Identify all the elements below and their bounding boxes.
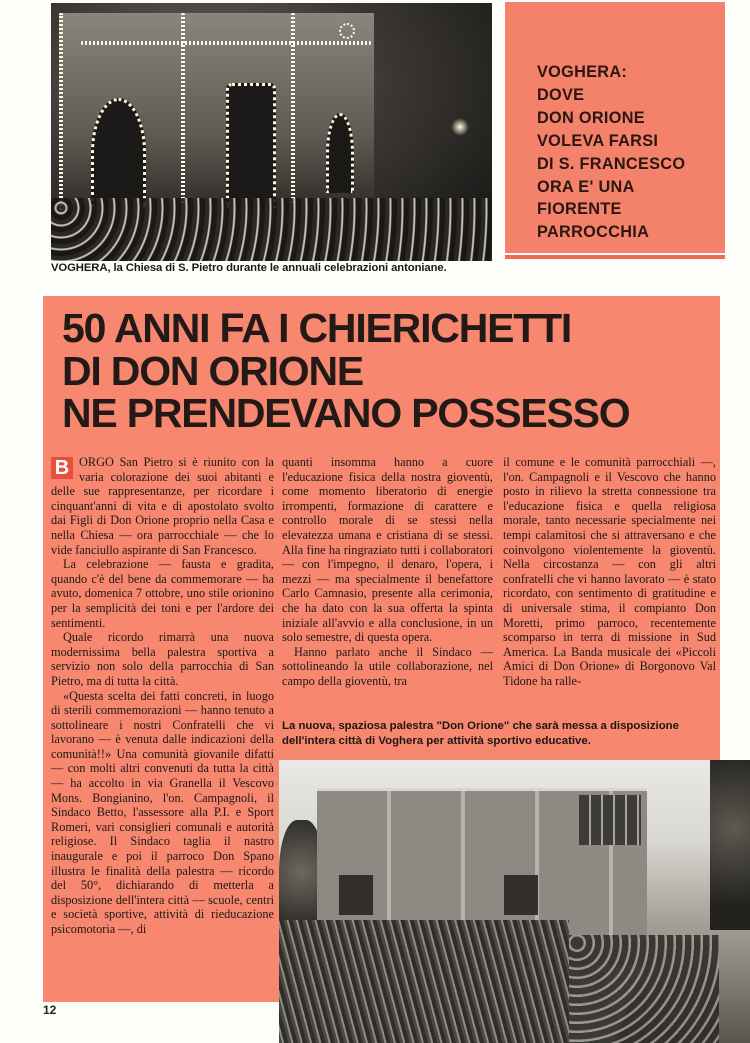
kicker-line: ORA E' UNA	[537, 177, 635, 196]
article-column-1	[51, 455, 274, 937]
kicker-rule	[505, 255, 725, 259]
paragraph: La celebrazione — fausta e gradita, quando c'è del bene da commemorare — ha avuto, domenica 7 ottobre, uno stile orionino per la semplicità dei toni e per l'ardore dei sentimenti.	[51, 557, 274, 630]
kicker-line: PARROCCHIA	[537, 223, 650, 242]
title-line: 50 ANNI FA I CHIERICHETTI	[62, 305, 572, 351]
church-door-arch	[91, 98, 146, 208]
kicker-line: DON ORIONE	[537, 108, 645, 127]
kicker-line: FIORENTE	[537, 200, 622, 219]
kicker-line: VOLEVA FARSI	[537, 131, 659, 150]
paragraph: Hanno parlato anche il Sindaco — sottolineando la utile collaborazione, nel campo della gioventù, tra	[282, 644, 493, 688]
gym-door	[504, 875, 538, 915]
church-photo	[51, 3, 492, 261]
article-column-2	[282, 455, 493, 689]
kicker-box	[505, 2, 725, 253]
kicker-text	[537, 61, 685, 244]
paragraph: Quale ricordo rimarrà una nuova modernissima bella palestra sportiva a servizio non solo della parrocchia di San Pietro, ma di tutta la città.	[51, 630, 274, 688]
page-number: 12	[43, 1003, 57, 1017]
gym-door	[339, 875, 373, 915]
light-string-pillar-right	[291, 13, 295, 203]
kicker-line: VOGHERA:	[537, 63, 628, 81]
church-photo-caption: VOGHERA, la Chiesa di S. Pietro durante le annuali celebrazioni antoniane.	[51, 262, 447, 274]
title-line: NE PRENDEVANO POSSESSO	[62, 390, 630, 436]
article-title	[62, 307, 629, 435]
crowd	[51, 198, 492, 261]
tree-right	[710, 760, 750, 930]
kicker-line: DOVE	[537, 85, 585, 104]
light-string-rose-window	[339, 23, 355, 39]
paragraph	[51, 455, 274, 557]
shrubs	[279, 920, 569, 1043]
article-column-3	[503, 455, 716, 689]
paragraph: quanti insomma hanno a cuore l'educazione fisica della nostra gioventù, come momento liberatorio di energie irrompenti, formazione di carattere e controllo morale di se stessi nella elevatezza umana e cristiana di se stessi. Alla fine ha ringraziato tutti i collaboratori — con l'impegno, il denaro, l'opera, i mezzi — ma specialmente il benefattore Carlo Camnasio, presente alla cerimonia, che ha dato con la sua offerta la spinta iniziale all'avvio e alla conclusione, in un solo semestre, di questa opera.	[282, 455, 493, 645]
gym-photo	[279, 760, 750, 1043]
paragraph-text: ORGO San Pietro si è riunito con la varia colorazione dei suoi abitanti e delle sue rappresentanze, per ricordare i cinquant'anni di vita e di apostolato svolto dai Figli di Don Orione proprio nella Casa e nella Chiesa — ora parrocchiale — che lo vide fanciullo aspirante di San Francesco.	[51, 455, 274, 557]
title-line: DI DON ORIONE	[62, 347, 364, 394]
church-side-arch	[326, 113, 354, 193]
street-lamp	[451, 118, 469, 136]
light-string-pillar-left	[59, 13, 63, 213]
paragraph: «Questa scelta dei fatti concreti, in luogo di sterili commemorazioni — hanno tenuto a sottolineare i nostri Confratelli che vi lavorano — è venuta dalle indicazioni della comunità!!» Una comunità giovanile difatti — con molti altri convenuti da tutta la città — ha accolto in via Granella il Vescovo Mons. Bongianino, l'on. Campagnoli, il Sindaco Betto, l'assessore alla P.I. e Sport Romeri, vari consiglieri comunali e autorità religiose. Il Sindaco taglia il nastro inaugurale e poi il parroco Don Spano illustra le finalità della palestra — ricordo del 50°, dichiarando di metterla a disposizione dell'intera città — scuole, centri e società sportive, attività di rieducazione psicomotoria —, di	[51, 688, 274, 936]
crowd-bottom	[569, 935, 719, 1043]
kicker-line: DI S. FRANCESCO	[537, 154, 686, 173]
paragraph: il comune e le comunità parrocchiali —, l'on. Campagnoli e il Vescovo che hanno posto in rilievo la stretta connessione tra l'educazione fisica e quella religiosa morale, tanto necessarie specialmente nei tempi calamitosi che si attraversano e che coinvolgono violentemente la gioventù. Nella circostanza — con gli altri confratelli che vi hanno lavorato — è stato ricordato, con sentimento di gratitudine e di universale stima, il compianto Don Moretti, primo parroco, recentemente scomparso in terra di missione in Sud America. La Banda musicale dei «Piccoli Amici di Don Orione» di Borgonovo Val Tidone ha ralle-	[503, 455, 716, 688]
drop-cap: B	[51, 457, 73, 479]
church-main-portal	[226, 83, 276, 208]
gym-photo-caption: La nuova, spaziosa palestra "Don Orione" che sarà messa a disposizione dell'intera città di Voghera per attività sportivo educative.	[282, 720, 679, 747]
light-string-cornice	[81, 41, 371, 45]
light-string-pillar-center	[181, 13, 185, 203]
gym-windows	[579, 795, 641, 845]
